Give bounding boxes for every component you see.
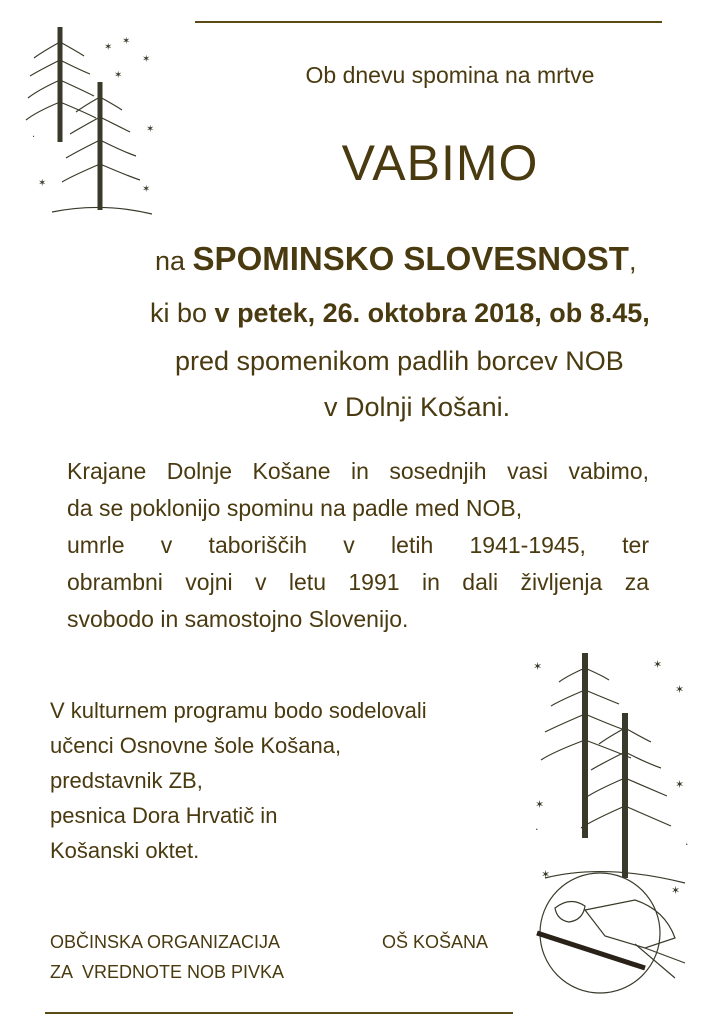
bottom-rule bbox=[45, 1012, 513, 1014]
invitation-line: svobodo in samostojno Slovenijo. bbox=[67, 606, 409, 632]
invitation-paragraph bbox=[67, 453, 649, 638]
event-line-2-prefix: ki bo bbox=[150, 298, 215, 328]
svg-text:✶: ✶ bbox=[671, 884, 681, 897]
invitation-line: da se poklonijo spominu na padle med NOB, bbox=[67, 495, 523, 521]
invitation-line: Krajane Dolnje Košane in sosednjih vasi vabimo, bbox=[67, 458, 649, 484]
svg-text:✶: ✶ bbox=[114, 70, 123, 81]
svg-text:✶: ✶ bbox=[142, 184, 151, 195]
intro-text: Ob dnevu spomina na mrtve bbox=[305, 62, 595, 88]
event-place: v Dolnji Košani. bbox=[324, 392, 511, 422]
svg-text:·: · bbox=[685, 838, 689, 851]
svg-text:✶: ✶ bbox=[675, 683, 685, 696]
invitation-line: obrambni vojni v letu 1991 in dali življenja za bbox=[67, 569, 649, 595]
program-line: učenci Osnovne šole Košana, bbox=[50, 733, 342, 758]
organizer-line: ZA VREDNOTE NOB PIVKA bbox=[50, 962, 285, 982]
svg-text:✶: ✶ bbox=[38, 178, 47, 189]
svg-text:✶: ✶ bbox=[146, 124, 155, 135]
event-line-1 bbox=[155, 240, 636, 278]
svg-text:·: · bbox=[32, 132, 36, 143]
svg-text:✶: ✶ bbox=[541, 868, 551, 881]
svg-text:✶: ✶ bbox=[104, 42, 113, 53]
top-rule bbox=[195, 21, 662, 23]
program-line: V kulturnem programu bodo sodelovali bbox=[50, 698, 427, 723]
trees-soldier-illustration bbox=[525, 648, 705, 1003]
page-title: VABIMO bbox=[341, 135, 539, 191]
organizer-line: OBČINSKA ORGANIZACIJA bbox=[50, 932, 281, 952]
invitation-line: umrle v taboriščih v letih 1941-1945, ter bbox=[67, 532, 649, 558]
svg-text:✶: ✶ bbox=[535, 798, 545, 811]
event-line-1-suffix: , bbox=[628, 246, 637, 276]
program-line: Košanski oktet. bbox=[50, 838, 200, 863]
program-line: pesnica Dora Hrvatič in bbox=[50, 803, 278, 828]
svg-text:✶: ✶ bbox=[675, 778, 685, 791]
event-line-2 bbox=[150, 298, 650, 329]
event-date-time: v petek, 26. oktobra 2018, ob 8.45, bbox=[214, 298, 650, 328]
organizer-school: OŠ KOŠANA bbox=[382, 932, 489, 952]
svg-text:·: · bbox=[535, 823, 539, 836]
program-list bbox=[50, 693, 427, 868]
svg-text:✶: ✶ bbox=[653, 658, 663, 671]
trees-illustration-top bbox=[22, 22, 162, 222]
organizer-municipal bbox=[50, 927, 284, 987]
program-line: predstavnik ZB, bbox=[50, 768, 203, 793]
svg-text:✶: ✶ bbox=[533, 660, 543, 673]
event-location: pred spomenikom padlih borcev NOB bbox=[175, 346, 624, 376]
event-line-1-prefix: na bbox=[155, 246, 193, 276]
svg-text:✶: ✶ bbox=[142, 54, 151, 65]
event-name: SPOMINSKO SLOVESNOST bbox=[192, 240, 629, 277]
svg-text:✶: ✶ bbox=[122, 36, 131, 47]
